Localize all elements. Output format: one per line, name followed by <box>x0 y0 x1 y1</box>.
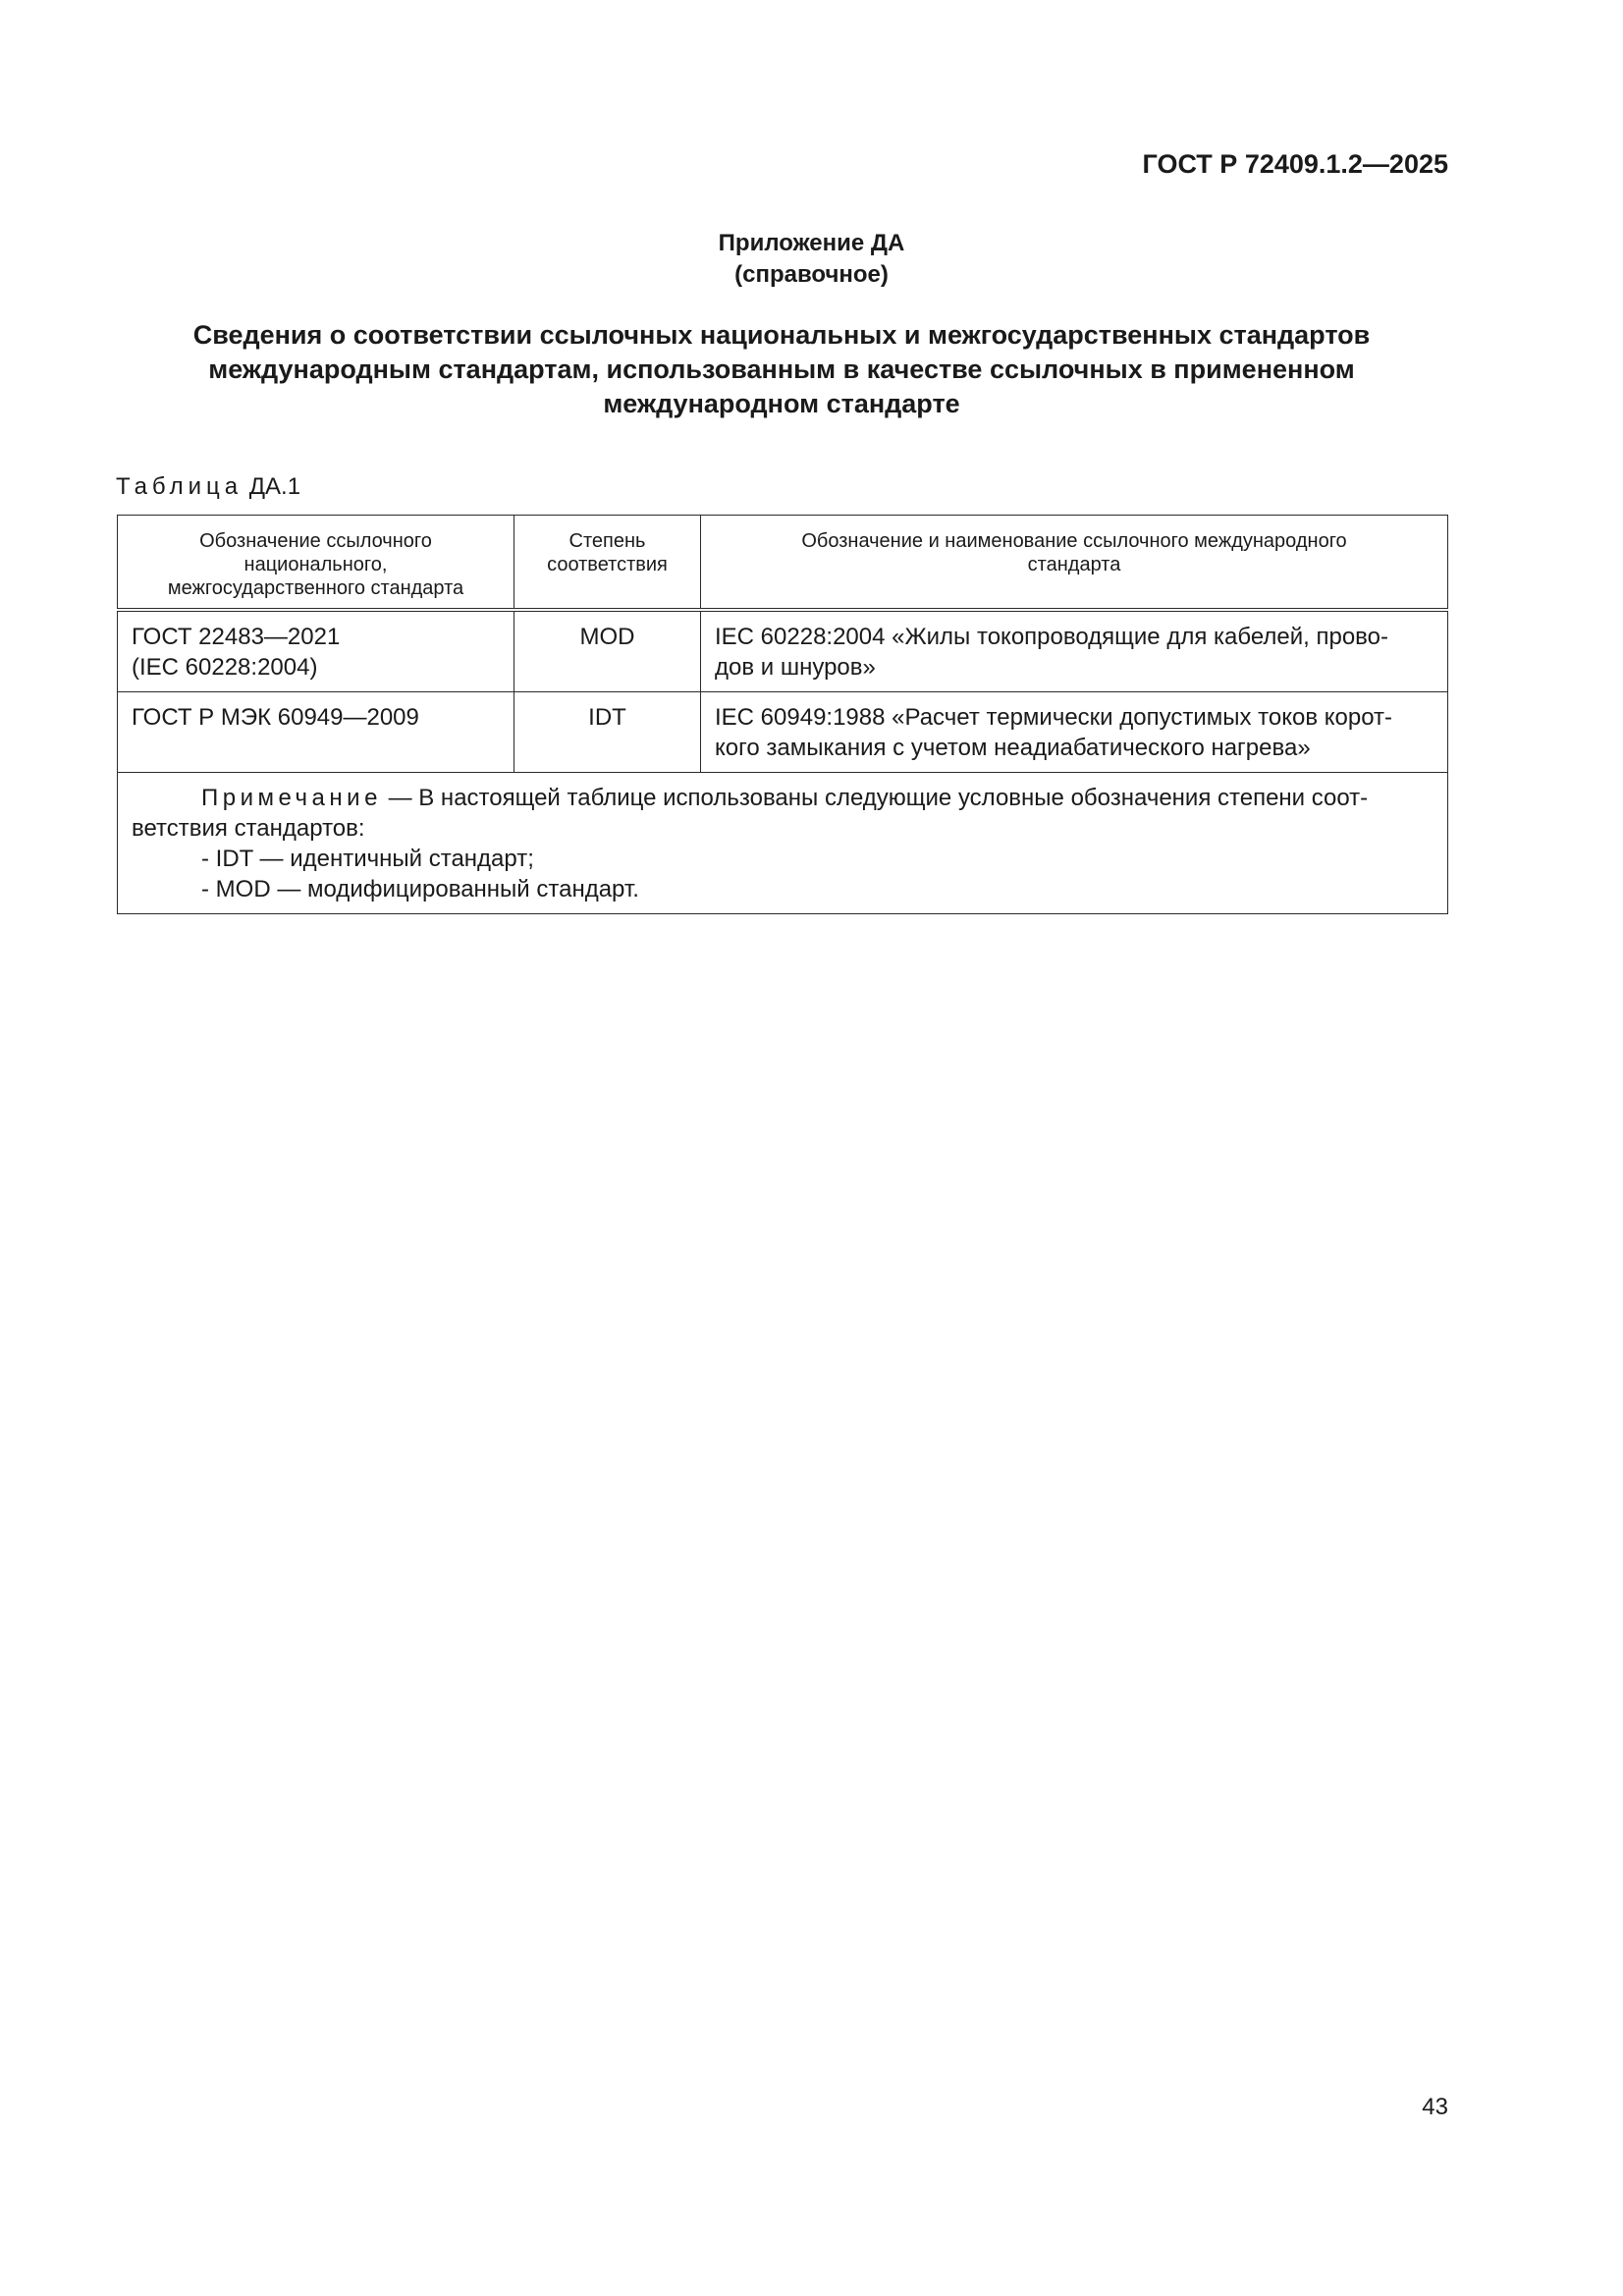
header-cell-international-standard <box>701 516 1448 611</box>
standard-code-header: ГОСТ Р 72409.1.2—2025 <box>1142 149 1448 179</box>
header-text: Обозначение и наименование ссылочного международного <box>801 530 1347 552</box>
cell-text: (IEC 60228:2004) <box>132 654 318 681</box>
cell-national-standard <box>118 610 514 692</box>
header-text: межгосударственного стандарта <box>167 577 464 599</box>
header-cell-national-standard <box>118 516 514 611</box>
header-cell-degree <box>514 516 701 611</box>
cell-text: кого замыкания с учетом неадиабатического нагрева» <box>715 735 1311 761</box>
note-label: Примечание <box>201 785 382 811</box>
cell-degree: IDT <box>514 692 701 773</box>
note-line-1 <box>132 783 1434 813</box>
page-number: 43 <box>1422 2094 1448 2120</box>
document-title-line-1: Сведения о соответствии ссылочных национальных и межгосударственных стандартов <box>192 320 1371 350</box>
cell-national-standard <box>118 692 514 773</box>
table-header-row <box>118 516 1448 611</box>
table-caption <box>116 473 300 501</box>
note-item-mod: - MOD — модифицированный стандарт. <box>201 876 639 902</box>
appendix-title: Приложение ДА <box>718 230 905 256</box>
appendix-heading <box>0 228 1623 291</box>
table-row <box>118 610 1448 692</box>
note-text: — В настоящей таблице использованы следующие условные обозначения степени соот- <box>381 785 1369 811</box>
header-text: стандарта <box>1027 554 1121 575</box>
reference-standards-table <box>117 515 1448 914</box>
header-text: национального, <box>243 554 388 575</box>
note-item-idt: - IDT — идентичный стандарт; <box>201 846 534 872</box>
header-text: соответствия <box>547 554 668 575</box>
cell-degree: MOD <box>514 610 701 692</box>
table-caption-label: Таблица <box>116 473 243 500</box>
document-title <box>118 318 1445 421</box>
document-title-line-2: международным стандартам, использованным в качестве ссылочных в примененном <box>208 355 1355 384</box>
cell-text: IEC 60949:1988 «Расчет термически допустимых токов корот- <box>715 704 1393 731</box>
table-caption-number: ДА.1 <box>248 473 301 500</box>
cell-text: ГОСТ 22483—2021 <box>132 624 341 650</box>
table-note <box>118 773 1448 914</box>
table-note-row <box>118 773 1448 914</box>
cell-text: IEC 60228:2004 «Жилы токопроводящие для кабелей, прово- <box>715 624 1389 650</box>
header-text: Обозначение ссылочного <box>199 530 432 552</box>
appendix-subtitle: (справочное) <box>734 261 889 288</box>
cell-text: ГОСТ Р МЭК 60949—2009 <box>132 704 419 731</box>
cell-international-standard <box>701 610 1448 692</box>
note-line-2: ветствия стандартов: <box>132 815 365 842</box>
document-title-line-3: международном стандарте <box>603 389 960 418</box>
header-text: Степень <box>568 530 646 552</box>
cell-international-standard <box>701 692 1448 773</box>
table-row <box>118 692 1448 773</box>
cell-text: дов и шнуров» <box>715 654 876 681</box>
